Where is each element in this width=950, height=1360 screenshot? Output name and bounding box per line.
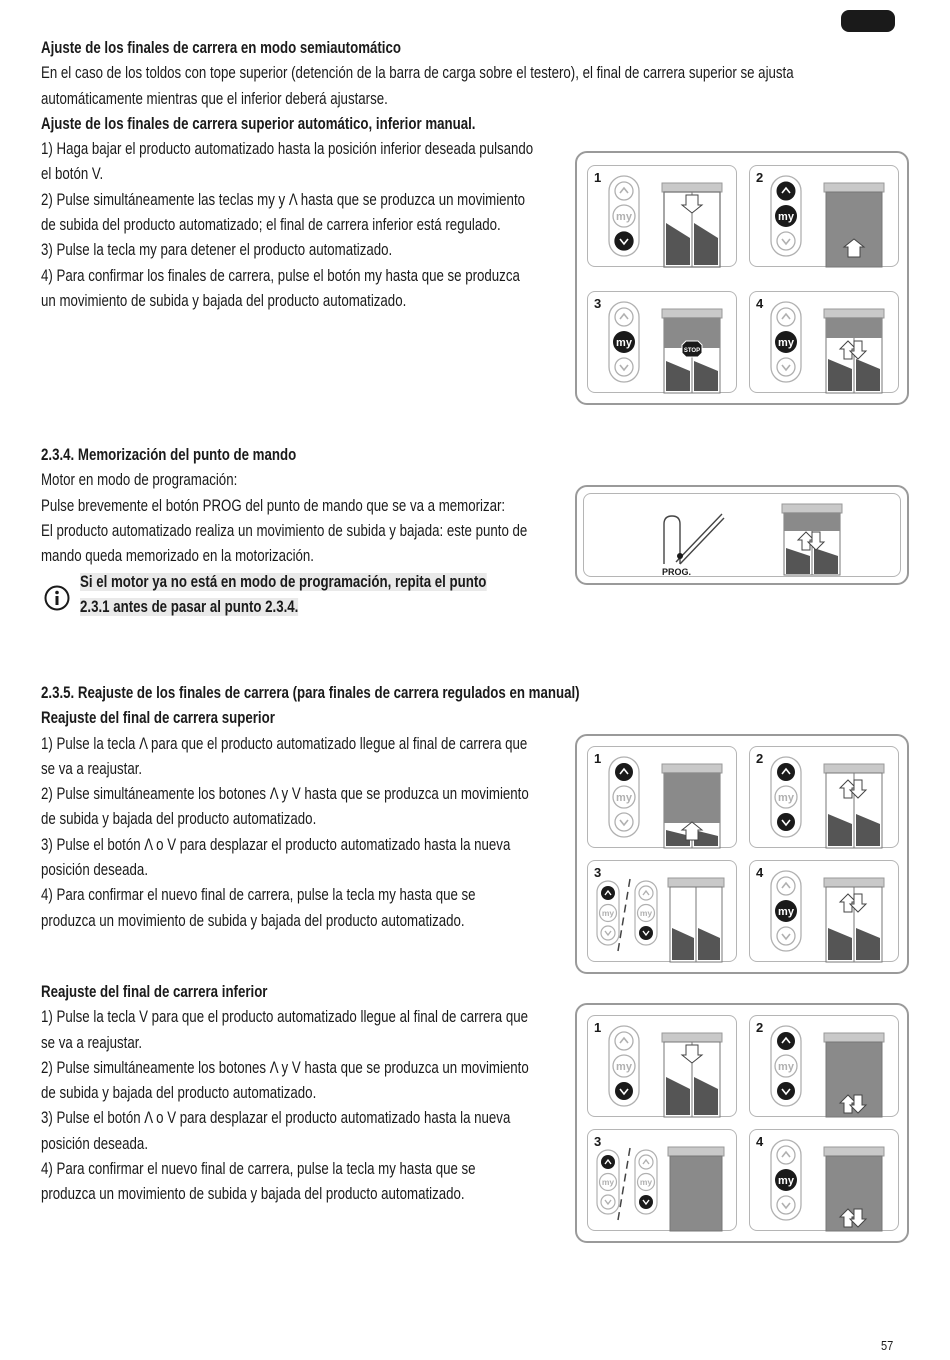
panel-illustration (750, 1130, 898, 1230)
section-234-line: Pulse brevemente el botón PROG del punto de mando que se va a memorizar: (41, 496, 506, 515)
semiauto-heading: Ajuste de los finales de carrera en modo semiautomático (41, 39, 401, 57)
figure-panel (749, 165, 899, 267)
panel-number: 2 (756, 751, 764, 766)
panel-illustration (750, 1016, 898, 1116)
svg-text:my: my (639, 908, 653, 918)
svg-text:my: my (778, 906, 794, 918)
note-line: 2.3.1 antes de pasar al punto 2.3.4. (80, 598, 299, 617)
figure-upper-readjust (575, 734, 909, 974)
upper-step: produzca un movimiento de subida y bajada del producto automatizado. (41, 911, 465, 930)
upper-step: de subida y bajada del producto automatizado. (41, 810, 317, 829)
figure-panel (583, 493, 901, 577)
upper-step: 1) Pulse la tecla Λ para que el producto automatizado llegue al final de carrera que (41, 734, 528, 753)
upper-step: 3) Pulse el botón Λ o V para desplazar el producto automatizado hasta la nueva (41, 835, 511, 854)
panel-number: 3 (594, 296, 602, 311)
lower-subheading: Reajuste del final de carrera inferior (41, 983, 268, 1001)
panel-illustration (588, 166, 736, 266)
figure-panel (749, 1129, 899, 1231)
semiauto-step: de subida del producto automatizado; el final de carrera inferior está regulado. (41, 216, 501, 235)
panel-number: 2 (756, 170, 764, 185)
semiauto-step: 1) Haga bajar el producto automatizado hasta la posición inferior deseada pulsando (41, 140, 534, 159)
svg-text:my: my (778, 337, 794, 349)
svg-text:my: my (778, 792, 794, 804)
panel-number: 2 (756, 1020, 764, 1035)
svg-text:my: my (639, 1177, 653, 1187)
panel-number: 4 (756, 1134, 764, 1149)
upper-step: posición deseada. (41, 861, 149, 880)
semiauto-subheading: Ajuste de los finales de carrera superior automático, inferior manual. (41, 114, 476, 133)
info-icon (44, 585, 72, 613)
panel-illustration (588, 292, 736, 392)
svg-text:my: my (616, 1061, 632, 1073)
section-235-heading: 2.3.5. Reajuste de los finales de carrera (para finales de carrera regulados en manual) (41, 684, 580, 702)
panel-number: 1 (594, 1020, 602, 1035)
panel-illustration (750, 747, 898, 847)
semiauto-step: 4) Para confirmar los finales de carrera, pulse el botón my hasta que se produzca (41, 266, 520, 285)
semiauto-step: el botón V. (41, 165, 104, 184)
panel-number: 1 (594, 170, 602, 185)
svg-text:my: my (616, 211, 632, 223)
window-blind (662, 183, 722, 267)
note-line: Si el motor ya no está en modo de programación, repita el punto (80, 573, 487, 591)
page-number: 57 (881, 1338, 894, 1353)
figure-panel (749, 291, 899, 393)
lower-step: 3) Pulse el botón Λ o V para desplazar el producto automatizado hasta la nueva (41, 1109, 511, 1128)
section-234-line: Motor en modo de programación: (41, 471, 238, 490)
section-234-line: El producto automatizado realiza un movimiento de subida y bajada: este punto de (41, 521, 528, 540)
prog-label: PROG. (662, 567, 692, 577)
panel-number: 3 (594, 865, 602, 880)
figure-prog (575, 485, 909, 585)
section-234-heading: 2.3.4. Memorización del punto de mando (41, 446, 297, 464)
figure-panel (587, 1129, 737, 1231)
panel-number: 4 (756, 865, 764, 880)
prog-illustration (584, 494, 900, 576)
figure-panel (587, 1015, 737, 1117)
figure-panel (587, 746, 737, 848)
panel-number: 4 (756, 296, 764, 311)
prog-remote (662, 514, 724, 577)
panel-illustration (750, 861, 898, 961)
semiauto-step: 3) Pulse la tecla my para detener el producto automatizado. (41, 241, 393, 260)
panel-number: 3 (594, 1134, 602, 1149)
svg-text:my: my (616, 792, 632, 804)
svg-text:my: my (601, 1177, 615, 1187)
remote-control (609, 176, 639, 256)
figure-panel (587, 165, 737, 267)
panel-illustration (750, 166, 898, 266)
lower-step: produzca un movimiento de subida y bajada del producto automatizado. (41, 1185, 465, 1204)
upper-step: se va a reajustar. (41, 759, 143, 778)
panel-illustration (588, 1016, 736, 1116)
figure-panel (749, 1015, 899, 1117)
lower-step: se va a reajustar. (41, 1033, 143, 1052)
upper-step: 4) Para confirmar el nuevo final de carrera, pulse la tecla my hasta que se (41, 886, 476, 905)
header-tab-marker (841, 10, 895, 32)
panel-illustration (588, 1130, 736, 1230)
svg-text:my: my (778, 211, 794, 223)
svg-text:my: my (778, 1175, 794, 1187)
lower-step: de subida y bajada del producto automatizado. (41, 1084, 317, 1103)
figure-lower-readjust (575, 1003, 909, 1243)
svg-text:my: my (601, 908, 615, 918)
panel-number: 1 (594, 751, 602, 766)
panel-illustration (588, 747, 736, 847)
section-234-text (41, 443, 527, 569)
upper-step: 2) Pulse simultáneamente los botones Λ y V hasta que se produzca un movimiento (41, 785, 529, 804)
lower-step: posición deseada. (41, 1134, 149, 1153)
section-234-note (80, 570, 486, 621)
figure-semiauto (575, 151, 909, 405)
lower-step: 4) Para confirmar el nuevo final de carrera, pulse la tecla my hasta que se (41, 1160, 476, 1179)
semiauto-step: un movimiento de subida y bajada del producto automatizado. (41, 291, 407, 310)
stop-label: STOP (683, 348, 701, 354)
semiauto-intro-1: En el caso de los toldos con tope superior (detención de la barra de carga sobre el testero), el final de carrera superior se ajusta (41, 64, 794, 83)
figure-panel (587, 860, 737, 962)
figure-panel (587, 291, 737, 393)
upper-subheading: Reajuste del final de carrera superior (41, 709, 275, 728)
panel-illustration (750, 292, 898, 392)
panel-illustration (588, 861, 736, 961)
figure-panel (749, 746, 899, 848)
svg-text:my: my (616, 337, 632, 349)
section-234-line: mando queda memorizado en la motorización. (41, 547, 315, 566)
semiauto-step: 2) Pulse simultáneamente las teclas my y Λ hasta que se produzca un movimiento (41, 190, 526, 209)
svg-text:my: my (778, 1061, 794, 1073)
figure-panel (749, 860, 899, 962)
lower-text (41, 980, 529, 1208)
lower-step: 1) Pulse la tecla V para que el producto automatizado llegue al final de carrera que (41, 1008, 529, 1027)
semiauto-intro-2: automáticamente mientras que el inferior deberá ajustarse. (41, 89, 388, 108)
section-235-text (41, 681, 580, 934)
lower-step: 2) Pulse simultáneamente los botones Λ y V hasta que se produzca un movimiento (41, 1058, 529, 1077)
